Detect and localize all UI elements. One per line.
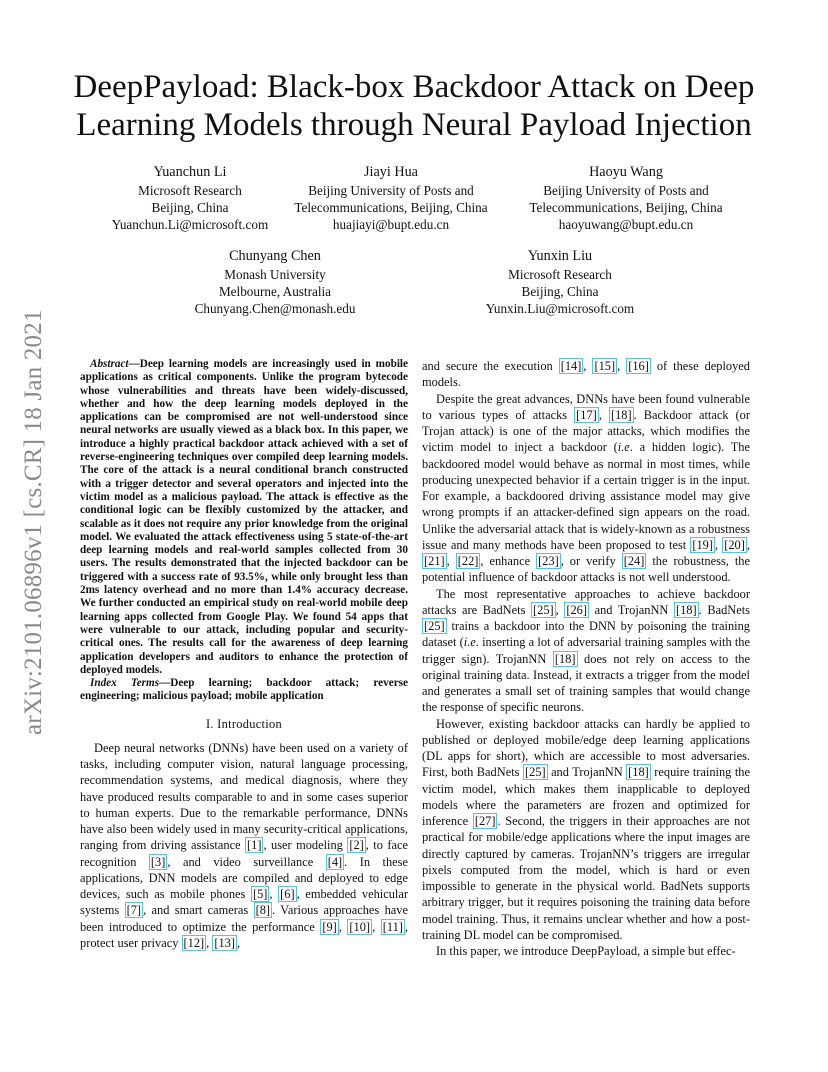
paragraph: Deep neural networks (DNNs) have been used on a variety of tasks, including computer vision, natural language processing, recommendation systems, and medical diagnosis, where they have produced results comparable to and in some cases superior to human experts. Due to the remarkable performance, DNNs have also been widely used in many security-critical applications, ranging from driving assistance [1] , user modeling [2] , to face recognition [3] , and video surveillance [4] . In these applications, DNN models are compiled and deployed to edge devices, such as mobile phones [5] , [6] , embedded vehicular systems [7] , and smart cameras [8] . Various approaches have been introduced to optimize the performance [9] , [10] , [11] , protect user privacy [12] , [13] , xyxy=(80,740,408,950)
citation-link[interactable]: [25] xyxy=(533,602,554,617)
citation-link[interactable]: [1] xyxy=(247,838,262,853)
author-block xyxy=(280,162,502,233)
citation-link[interactable]: [27] xyxy=(474,814,496,828)
author-email: Chunyang.Chen@monash.edu xyxy=(194,301,356,316)
citation-link[interactable]: [19] xyxy=(692,537,713,552)
author-name: Chunyang Chen xyxy=(229,248,321,264)
arxiv-identifier: arXiv:2101.06896v1 [cs.CR] 18 Jan 2021 xyxy=(20,309,47,735)
citation-link[interactable]: [15] xyxy=(594,359,616,373)
abstract-text: —Deep learning models are increasingly used in mobile applications as critical components. Unlike the program bytecode whose vulnerabilities and threats have been widely-discussed, whether and how the deep learning models deployed in the applications can be compromised are not well-understood since neural networks are usually viewed as a black box. In this paper, we introduce a highly practical backdoor attack achieved with a set of reverse-engineering techniques over compiled deep learning models. The core of the attack is a neural conditional branch constructed with a trigger detector and several operators and injected into the victim model as a malicious payload. The attack is effective as the conditional logic can be flexibly customized by the attacker, and scalable as it does not require any prior knowledge from the original model. We evaluated the attack effectiveness using 5 state-of-the-art deep learning models and real-world samples collected from 30 users. The results demonstrated that the injected backdoor can be triggered with a success rate of 93.5%, while only brought less than 2ms latency overhead and no more than 1.4% accuracy decrease. We further conducted an empirical study on real-world mobile deep learning apps collected from Google Play. We found 54 apps that were vulnerable to our attack, including popular and security-critical ones. The results call for the awareness of deep learning application developers and auditors to enhance the protection of deployed models. xyxy=(80,358,408,676)
italic-text: i.e xyxy=(463,635,476,650)
citation-link[interactable]: [21] xyxy=(424,554,445,568)
citation-link[interactable]: [18] xyxy=(675,602,697,617)
citation-link[interactable]: [5] xyxy=(252,887,268,902)
section-heading: I. Introduction xyxy=(205,716,283,731)
citation-link[interactable]: [8] xyxy=(255,903,271,918)
citation-link[interactable]: [4] xyxy=(327,854,343,869)
citation-link[interactable]: [26] xyxy=(566,602,588,617)
author-email: haoyuwang@bupt.edu.cn xyxy=(558,217,694,232)
citation-link[interactable]: [9] xyxy=(322,919,337,934)
paragraph-continued: and secure the execution [14] , [15] , [16] of these deployed models. xyxy=(422,359,750,390)
author-location: Beijing, China xyxy=(521,284,599,299)
title-line-1: DeepPayload: Black-box Backdoor Attack on Deep xyxy=(73,69,755,105)
author-affiliation: Microsoft Research xyxy=(138,183,242,198)
citation-link[interactable]: [20] xyxy=(724,537,745,552)
italic-text: i.e xyxy=(617,440,630,455)
citation-link[interactable]: [10] xyxy=(349,919,371,934)
citation-link[interactable]: [25] xyxy=(424,619,445,633)
citation-link[interactable]: [14] xyxy=(560,359,582,373)
author-affiliation: Beijing University of Posts and xyxy=(308,183,474,198)
author-email: huajiayi@bupt.edu.cn xyxy=(332,217,450,232)
author-email: Yuanchun.Li@microsoft.com xyxy=(111,217,269,232)
citation-link[interactable]: [17] xyxy=(576,407,597,422)
index-terms xyxy=(80,677,408,704)
paper-title xyxy=(40,68,788,144)
citation-link[interactable]: [11] xyxy=(382,919,403,934)
title-line-2: Learning Models through Neural Payload Injection xyxy=(76,107,752,143)
author-email: Yunxin.Liu@microsoft.com xyxy=(485,301,635,316)
author-location: Telecommunications, Beijing, China xyxy=(294,200,488,215)
citation-link[interactable]: [13] xyxy=(214,935,236,950)
citation-link[interactable]: [7] xyxy=(126,903,142,918)
citation-link[interactable]: [22] xyxy=(457,554,479,568)
citation-link[interactable]: [25] xyxy=(524,765,546,780)
author-block xyxy=(514,162,738,233)
author-location: Telecommunications, Beijing, China xyxy=(529,200,723,215)
author-affiliation: Monash University xyxy=(224,267,326,282)
paragraph: However, existing backdoor attacks can hardly be applied to published or deployed mobile/edge deep learning applications (DL apps for short), which are accessible to most adversaries. First, both BadNets [25] and TrojanNN [18] require training the victim model, which makes them inapplicable to deployed models where the parameters are frozen and optimized for inference [27] . Second, the triggers in their approaches are not practical for mobile/edge applications where the input images are directly captured by cameras. TrojanNN’s triggers are irregular pixels computed from the model, which is hard or even impossible to generate in the physical world. BadNets supports arbitrary trigger, but it requires poisoning the training data before model training. Thus, it remains unclear whether and how a post-training DL model can be compromised. xyxy=(422,716,750,942)
left-column xyxy=(80,358,408,951)
author-affiliation: Beijing University of Posts and xyxy=(543,183,709,198)
author-name: Yunxin Liu xyxy=(527,248,593,264)
author-affiliation: Microsoft Research xyxy=(508,267,612,282)
arxiv-watermark xyxy=(20,295,50,735)
author-location: Beijing, China xyxy=(151,200,229,215)
paragraph: In this paper, we introduce DeepPayload, a simple but effec- xyxy=(436,944,736,958)
author-block xyxy=(170,246,380,317)
abstract-label: Abstract xyxy=(90,358,129,370)
paragraph: The most representative approaches to achieve backdoor attacks are BadNets [25] , [26] and TrojanNN [18] . BadNets [25] trains a backdoor into the DNN by poisoning the training dataset (i.e. inserting a lot of adversarial training samples with the trigger sign). TrojanNN [18] does not rely on access to the original training data. Instead, it extracts a trigger from the model and generates a small set of training samples that would change the response of specific neurons. xyxy=(422,586,751,715)
citation-link[interactable]: [3] xyxy=(150,854,166,869)
citation-link[interactable]: [24] xyxy=(623,554,645,568)
paragraph: Despite the great advances, DNNs have been found vulnerable to various types of attacks [17] , [18] . Backdoor attack (or Trojan attack) is one of the major attacks, which modifies the victim model to inject a backdoor (i.e. a hidden logic). The backdoored model would behave as normal in most times, while producing unexpected behavior if a certain trigger is in the input. For example, a backdoored driving assistance model may give wrong prompts if an attacker-defined sign appears on the road. Unlike the adversarial attack that is widely-known as a robustness issue and many methods have been proposed to test [19] , [20] , [21] , [22] , enhance [23] , or verify [24] the robustness, the potential influence of backdoor attacks is not well understood. xyxy=(422,391,750,585)
citation-link[interactable]: [18] xyxy=(610,407,632,422)
citation-link[interactable]: [23] xyxy=(538,554,559,568)
citation-link[interactable]: [16] xyxy=(628,359,649,373)
right-column xyxy=(422,358,750,959)
citation-link[interactable]: [12] xyxy=(183,935,205,950)
author-name: Yuanchun Li xyxy=(153,164,227,180)
index-terms-text: —Deep learning; backdoor attack; reverse engineering; malicious payload; mobile application xyxy=(80,677,408,703)
author-block xyxy=(85,162,295,233)
citation-link[interactable]: [18] xyxy=(554,651,576,666)
citation-link[interactable]: [2] xyxy=(349,838,364,853)
author-name: Jiayi Hua xyxy=(364,164,418,180)
abstract xyxy=(80,358,408,677)
author-location: Melbourne, Australia xyxy=(218,284,332,299)
index-terms-label: Index Terms xyxy=(90,677,160,690)
author-block xyxy=(455,246,665,317)
citation-link[interactable]: [18] xyxy=(628,765,649,780)
citation-link[interactable]: [6] xyxy=(280,887,295,902)
author-name: Haoyu Wang xyxy=(589,164,663,180)
